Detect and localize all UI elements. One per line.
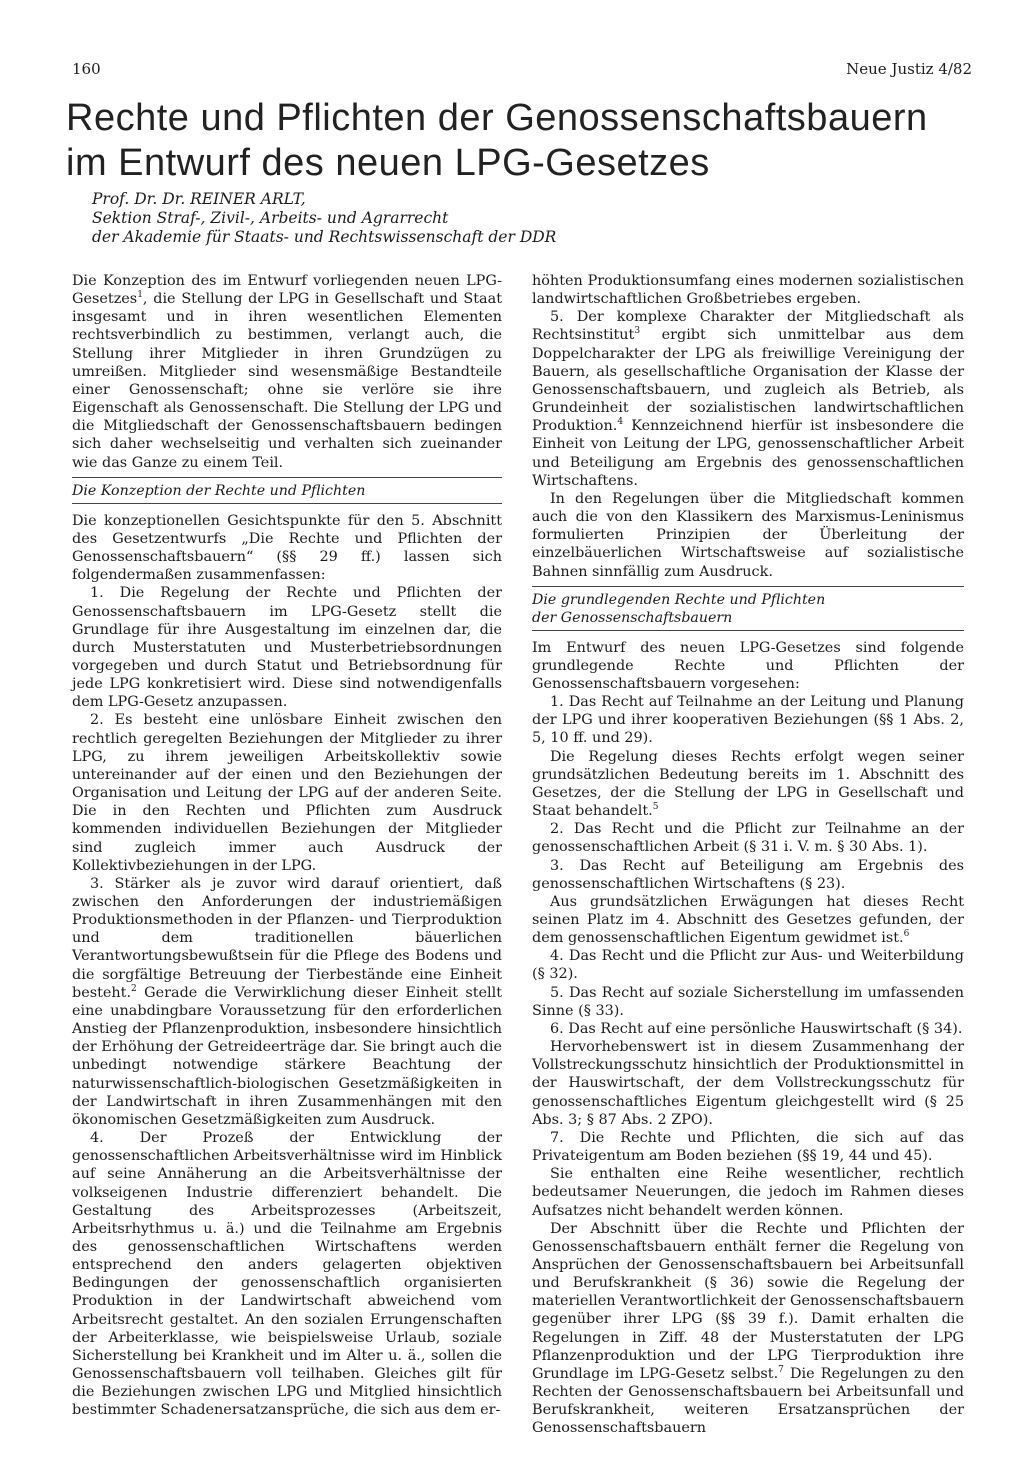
paragraph: 3. Stärker als je zuvor wird darauf orientiert, daß zwischen den Anforderungen der industriemäßigen Produktionsmethoden in der Pflanzen- und Tierproduktion und dem traditionellen bäuerlichen Verantwortungsbewußtsein für die Pflege des Bodens und die sorgfältige Betreuung der Tierbestände eine Einheit besteht.$^2$ Gerade die Verwirklichung dieser Einheit stellt eine unabdingbare Voraussetzung für den erforderlichen Anstieg der Pflanzenproduktion, insbesondere hinsichtlich der Erhöhung der Getreideerträge dar. Sie bringt auch die unbedingt notwendige stärkere Beachtung der naturwissenschaftlich-biologischen Gesetzmäßigkeiten in der Landwirtschaft in ihren Zusammenhängen mit den ökonomischen Gesetzmäßigkeiten zum Ausdruck. — [72, 875, 502, 1128]
list-item: 1. Das Recht auf Teilnahme an der Leitung und Planung der LPG und ihrer kooperativen Beziehungen (§§ 1 Abs. 2, 5, 10 ff. und 29). — [532, 694, 964, 747]
author-affiliation-1: Sektion Straf-, Zivil-, Arbeits- und Agrarrecht — [92, 209, 449, 227]
list-item: 6. Das Recht auf eine persönliche Hauswirtschaft (§ 34). — [550, 1020, 963, 1037]
author-block — [92, 190, 792, 247]
list-item: 7. Die Rechte und Pflichten, die sich auf das Privateigentum am Boden beziehen (§§ 19, 44 und 45). — [532, 1129, 964, 1165]
footnote-ref: 6 — [903, 929, 910, 940]
running-header — [72, 60, 972, 82]
paragraph: höhten Produktionsumfang eines modernen sozialistischen landwirtschaftlichen Großbetriebes ergeben. — [532, 273, 964, 308]
paragraph: 5. Der komplexe Charakter der Mitgliedschaft als Rechtsinstitut$^3$ ergibt sich unmittelbar aus dem Doppelcharakter der LPG als freiwillige Vereinigung der Bauern, als gesellschaftliche Organisation der Klasse der Genossenschaftsbauern, und zugleich als Betrieb, als Grundeinheit der sozialistischen landwirtschaftlichen Produktion.$^4$ Kennzeichnend hierfür ist insbesondere die Einheit von Leitung der LPG, genossenschaftlicher Arbeit und Beteiligung am Ergebnis des genossenschaftlichen Wirtschaftens. — [532, 309, 964, 489]
article-title — [66, 96, 966, 186]
paragraph: Aus grundsätzlichen Erwägungen hat dieses Recht seinen Platz im 4. Abschnitt des Gesetzes gefunden, der dem genossenschaftlichen Eigentum gewidmet ist.$^6$ — [532, 893, 964, 947]
author-affiliation-2: der Akademie für Staats- und Rechtswissenschaft der DDR — [92, 228, 557, 246]
paragraph: Der Abschnitt über die Rechte und Pflichten der Genossenschaftsbauern enthält ferner die Regelung von Ansprüchen der Genossenschaftsbauern bei Arbeitsunfall und Berufskrankheit (§ 36) sowie die Regelung der materiellen Verantwortlichkeit der Genossenschaftsbauern gegenüber ihrer LPG (§§ 39 f.). Damit erhalten die Regelungen in Ziff. 48 der Musterstatuten der LPG Pflanzenproduktion und der LPG Tierproduktion ihre Grundlage im LPG-Gesetz selbst.$^7$ Die Regelungen zu den Rechten der Genossenschaftsbauern bei Arbeitsunfall und Berufskrankheit, weiteren Ersatzansprüchen der Genossenschaftsbauern — [532, 1220, 964, 1437]
title-line-1: Rechte und Pflichten der Genossenschaftsbauern — [66, 97, 928, 139]
author-name: Prof. Dr. Dr. REINER ARLT, — [92, 190, 306, 208]
page-number: 160 — [72, 60, 101, 78]
paragraph: Sie enthalten eine Reihe wesentlicher, rechtlich bedeutsamer Neuerungen, die jedoch im Rahmen dieses Aufsatzes nicht behandelt werden können. — [532, 1166, 964, 1219]
footnote-ref: 2 — [131, 983, 137, 994]
list-item: 5. Das Recht auf soziale Sicherstellung im umfassenden Sinne (§ 33). — [532, 984, 964, 1019]
paragraph: Die konzeptionellen Gesichtspunkte für den 5. Abschnitt des Gesetzentwurfs „Die Rechte und Pflichten der Genossenschaftsbauern“ (§§ 29 ff.) lassen sich folgendermaßen zusammenfassen: — [72, 512, 502, 584]
paragraph: 4. Der Prozeß der Entwicklung der genossenschaftlichen Arbeitsverhältnisse wird im Hinblick auf seine Annäherung an die Arbeitsverhältnisse der volkseigenen Industrie differenziert behandelt. Die Gestaltung des Arbeitsprozesses (Arbeitszeit, Arbeitsrhythmus u. ä.) und die Teilnahme am Ergebnis des genossenschaftlichen Wirtschaftens werden entsprechend den anders gelagerten objektiven Bedingungen der genossenschaftlich organisierten Produktion in der Landwirtschaft abweichend vom Arbeitsrecht gestaltet. An den sozialen Errungenschaften der Arbeiterklasse, wie beispielsweise Urlaub, soziale Sicherstellung bei Krankheit und im Alter u. ä., sollen die Genossenschaftsbauern voll teilhaben. Gleiches gilt für die Beziehungen zwischen LPG und Mitglied hinsichtlich bestimmter Schadenersatzansprüche, die sich aus dem er- — [72, 1130, 502, 1419]
journal-issue: Neue Justiz 4/82 — [846, 60, 972, 78]
paragraph: Die Regelung dieses Rechts erfolgt wegen seiner grundsätzlichen Bedeutung bereits im 1. Abschnitt des Gesetzes, der die Stellung der LPG in Gesellschaft und Staat behandelt.$^5$ — [532, 748, 964, 820]
paragraph: In den Regelungen über die Mitgliedschaft kommen auch die von den Klassikern des Marxismus-Leninismus formulierten Prinzipien der Überleitung der einzelbäuerlichen Wirtschaftsweise auf sozialistische Bahnen sinnfällig zum Ausdruck. — [532, 490, 964, 580]
footnote-ref: 7 — [778, 1365, 784, 1376]
footnote-ref: 1 — [137, 290, 143, 301]
paragraph: 2. Es besteht eine unlösbare Einheit zwischen den rechtlich geregelten Beziehungen der Mitglieder zu ihrer LPG, zu ihrem jeweiligen Arbeitskollektiv sowie untereinander auf der einen und den Beziehungen der Organisation und Leitung der LPG auf der anderen Seite. Die in den Rechten und Pflichten zum Ausdruck kommenden individuellen Beziehungen der Mitglieder sind zugleich immer auch Ausdruck der Kollektivbeziehungen in der LPG. — [72, 712, 502, 874]
paragraph: 1. Die Regelung der Rechte und Pflichten der Genossenschaftsbauern im LPG-Gesetz stellt die Grundlage für ihre Ausgestaltung im einzelnen dar, die durch Musterstatuten und Musterbetriebsordnungen vorgegeben und durch Statut und Betriebsordnung für jede LPG konkretisiert wird. Diese sind notwendigenfalls dem LPG-Gesetz anzupassen. — [72, 585, 502, 711]
title-line-2: im Entwurf des neuen LPG-Gesetzes — [66, 142, 710, 184]
footnote-ref: 3 — [634, 326, 641, 337]
list-item: 2. Das Recht und die Pflicht zur Teilnahme an der genossenschaftlichen Arbeit (§ 31 i. V. m. § 30 Abs. 1). — [532, 821, 964, 856]
footnote-ref: 5 — [652, 802, 659, 813]
section-heading-conception: Die Konzeption der Rechte und Pflichten — [72, 477, 502, 504]
list-item: 3. Das Recht auf Beteiligung am Ergebnis des genossenschaftlichen Wirtschaftens (§ 23). — [532, 857, 964, 892]
paragraph: Hervorhebenswert ist in diesem Zusammenhang der Vollstreckungsschutz hinsichtlich der Produktionsmittel in der Hauswirtschaft, der dem Vollstreckungsschutz für genossenschaftliches Eigentum gleichgestellt wird (§ 25 Abs. 3; § 87 Abs. 2 ZPO). — [532, 1039, 964, 1128]
paragraph: Im Entwurf des neuen LPG-Gesetzes sind folgende grundlegende Rechte und Pflichten der Genossenschaftsbauern vorgesehen: — [532, 639, 964, 692]
footnote-ref: 4 — [617, 417, 624, 428]
section-heading-basic-rights: Die grundlegenden Rechte und Pflichten der Genossenschaftsbauern — [532, 586, 964, 631]
right-column — [532, 272, 964, 1438]
intro-paragraph: Die Konzeption des im Entwurf vorliegenden neuen LPG-Gesetzes$^1$, die Stellung der LPG in Gesellschaft und Staat insgesamt und in ihren wesentlichen Elementen rechtsverbindlich zu bestimmen, verlangt auch, die Stellung ihrer Mitglieder in ihren Grundzügen zu umreißen. Mitglieder sind wesensmäßige Bestandteile einer Genossenschaft; ohne sie verlöre sie ihre Eigenschaft als Genossenschaft. Die Stellung der LPG und die Mitgliedschaft der Genossenschaftsbauern bedingen sich daher wechselseitig und verhalten sich zueinander wie das Ganze zu einem Teil. — [72, 273, 502, 471]
left-column — [72, 272, 502, 1420]
list-item: 4. Das Recht und die Pflicht zur Aus- und Weiterbildung (§ 32). — [532, 948, 964, 983]
